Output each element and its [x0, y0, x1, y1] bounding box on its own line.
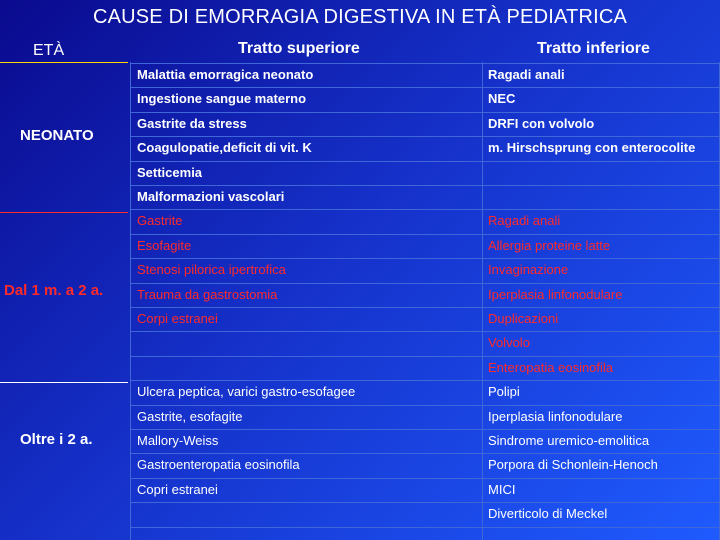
cell-upper: Malattia emorragica neonato	[137, 67, 314, 82]
header-age: ETÀ	[33, 42, 65, 59]
cell-upper: Gastrite, esofagite	[137, 409, 243, 424]
age-rule-red	[0, 212, 128, 213]
cell-lower: Polipi	[488, 384, 520, 399]
cell-upper: Gastroenteropatia eosinofila	[137, 457, 300, 472]
cell-upper: Esofagite	[137, 238, 192, 253]
cell-upper: Gastrite	[137, 213, 183, 228]
cell-upper: Corpi estranei	[137, 311, 218, 326]
cell-upper: Stenosi pilorica ipertrofica	[137, 262, 286, 277]
cell-lower: DRFI con volvolo	[488, 116, 595, 131]
cell-lower: Volvolo	[488, 335, 530, 350]
age-label-oltre-2a: Oltre i 2 a.	[20, 431, 93, 448]
age-rule-yellow	[0, 62, 128, 63]
age-label-neonato: NEONATO	[20, 127, 94, 144]
age-rule-white	[0, 382, 128, 383]
page-title: CAUSE DI EMORRAGIA DIGESTIVA IN ETÀ PEDIATRICA	[92, 6, 628, 28]
cell-lower: Sindrome uremico-emolitica	[488, 433, 650, 448]
cell-lower: Porpora di Schonlein-Henoch	[488, 457, 658, 472]
cell-lower: NEC	[488, 91, 516, 106]
age-label-1m-2a: Dal 1 m. a 2 a.	[4, 282, 104, 299]
cell-lower: MICI	[488, 482, 516, 497]
cell-lower: Iperplasia linfonodulare	[488, 409, 623, 424]
cell-upper: Coagulopatie,deficit di vit. K	[137, 140, 312, 155]
cell-upper: Mallory-Weiss	[137, 433, 219, 448]
cell-lower: Diverticolo di Meckel	[488, 506, 608, 521]
cell-lower: Duplicazioni	[488, 311, 559, 326]
cell-upper: Copri estranei	[137, 482, 218, 497]
cell-lower: Enteropatia eosinofila	[488, 360, 614, 375]
header-upper-tract: Tratto superiore	[238, 40, 360, 57]
cell-upper: Malformazioni vascolari	[137, 189, 285, 204]
cell-upper: Gastrite da stress	[137, 116, 247, 131]
cell-upper: Trauma da gastrostomia	[137, 287, 278, 302]
cell-lower: Invaginazione	[488, 262, 569, 277]
cell-lower: m. Hirschsprung con enterocolite	[488, 140, 696, 155]
cell-lower: Ragadi anali	[488, 213, 561, 228]
cell-lower: Ragadi anali	[488, 67, 565, 82]
cell-lower: Allergia proteine latte	[488, 238, 611, 253]
cell-lower: Iperplasia linfonodulare	[488, 287, 623, 302]
cell-upper: Setticemia	[137, 165, 203, 180]
cell-upper: Ingestione sangue materno	[137, 91, 307, 106]
cell-upper: Ulcera peptica, varici gastro-esofagee	[137, 384, 356, 399]
header-lower-tract: Tratto inferiore	[537, 40, 650, 57]
